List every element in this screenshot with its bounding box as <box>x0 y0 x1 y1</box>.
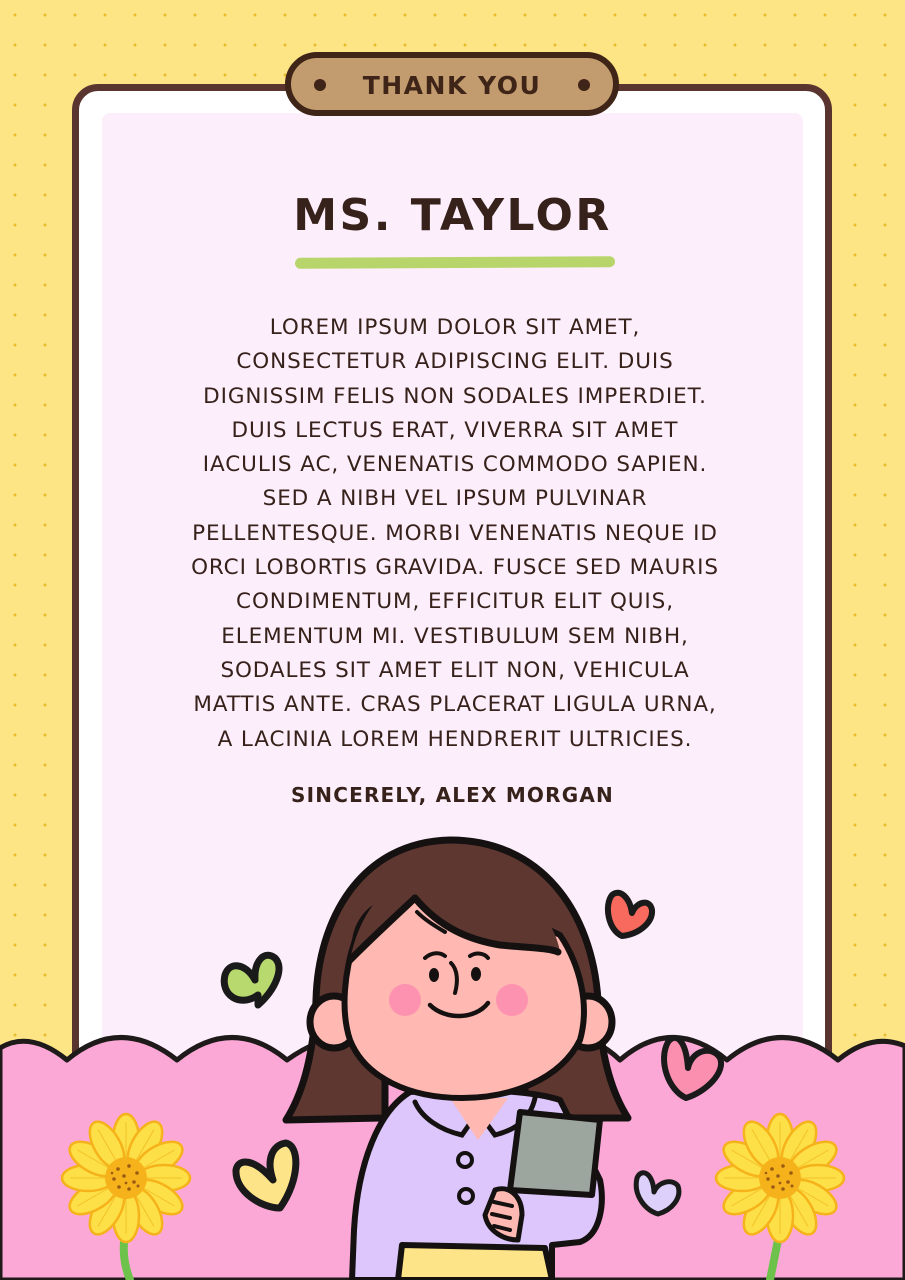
message-line: SED A NIBH VEL IPSUM PULVINAR <box>262 486 648 512</box>
message-line: PELLENTESQUE. MORBI VENENATIS NEQUE ID <box>192 520 718 546</box>
message-line: MATTIS ANTE. CRAS PLACERAT LIGULA URNA, <box>193 692 717 718</box>
message-line: ORCI LOBORTIS GRAVIDA. FUSCE SED MAURIS <box>191 555 719 581</box>
message-line: ELEMENTUM MI. VESTIBULUM SEM NIBH, <box>221 623 689 649</box>
message-line: DIGNISSIM FELIS NON SODALES IMPERDIET. <box>203 383 707 409</box>
signoff: SINCERELY, ALEX MORGAN <box>291 783 614 807</box>
message-line: A LACINIA LOREM HENDRERIT ULTRICIES. <box>217 726 693 752</box>
green-heart-icon <box>224 955 279 1005</box>
message-line: CONSECTETUR ADIPISCING ELIT. DUIS <box>236 349 674 375</box>
tablet <box>510 1112 600 1195</box>
message-line: IACULIS AC, VENENATIS COMMODO SAPIEN. <box>202 452 708 478</box>
skirt <box>398 1245 552 1280</box>
message-line: CONDIMENTUM, EFFICITUR ELIT QUIS, <box>236 589 674 615</box>
message-line: SODALES SIT AMET ELIT NON, VEHICULA <box>220 657 690 683</box>
message-line: DUIS LECTUS ERAT, VIVERRA SIT AMET <box>231 417 679 443</box>
recipient-title: MS. TAYLOR <box>293 190 612 241</box>
badge-label: THANK YOU <box>362 70 542 100</box>
red-heart-icon <box>608 893 652 936</box>
message-line: LOREM IPSUM DOLOR SIT AMET, <box>269 315 641 340</box>
